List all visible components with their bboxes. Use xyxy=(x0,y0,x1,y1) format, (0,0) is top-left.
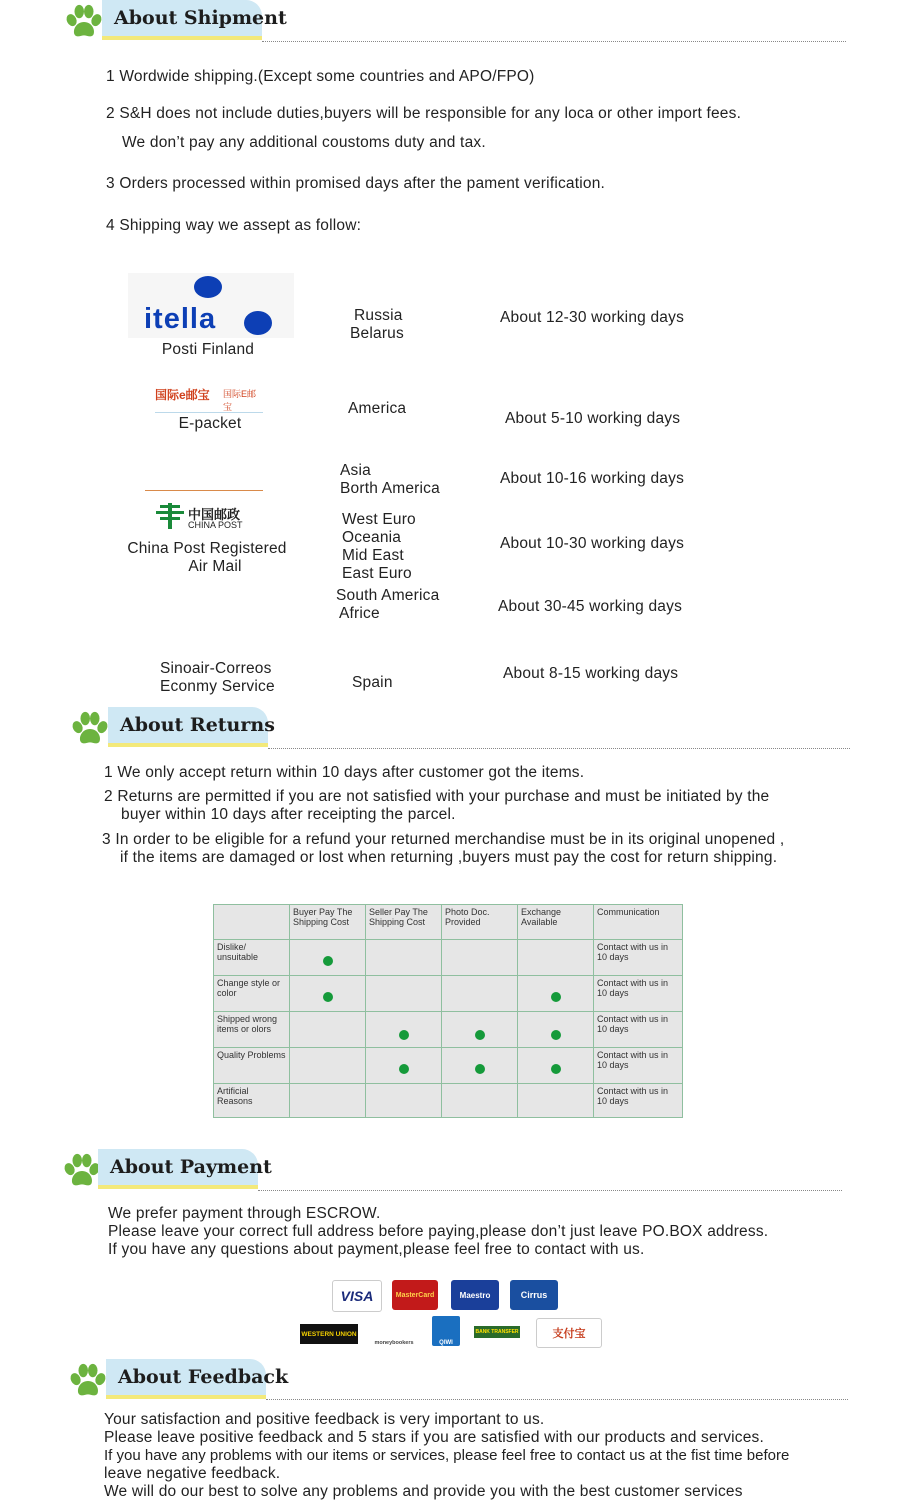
returns-p2a: 2 Returns are permitted if you are not satisfied with your purchase and must be initiated by the xyxy=(104,788,770,805)
china-post-icon xyxy=(156,503,184,529)
table-cell xyxy=(290,1048,366,1084)
dest-africe: Africe xyxy=(339,605,380,622)
cirrus-icon: Cirrus xyxy=(510,1280,558,1310)
row-label: Shipped wrong items or olors xyxy=(214,1012,290,1048)
divider xyxy=(258,1190,842,1191)
dest-mid-east: Mid East xyxy=(342,547,404,564)
returns-heading: About Returns xyxy=(108,707,268,747)
row-comm: Contact with us in 10 days xyxy=(594,940,683,976)
table-row xyxy=(214,940,683,976)
row-label: Quality Problems xyxy=(214,1048,290,1084)
bank-transfer-icon: BANK TRANSFER xyxy=(474,1326,520,1338)
sinoair-name-1: Sinoair-Correos xyxy=(160,660,272,677)
shipment-item-4: 4 Shipping way we assept as follow: xyxy=(106,217,362,234)
time-itella: About 12-30 working days xyxy=(500,309,685,326)
shipment-item-1: 1 Wordwide shipping.(Except some countries and APO/FPO) xyxy=(106,68,535,85)
returns-p1: 1 We only accept return within 10 days after customer got the items. xyxy=(104,764,585,781)
table-header-empty xyxy=(214,905,290,940)
table-row xyxy=(214,1048,683,1084)
returns-p3a: 3 In order to be eligible for a refund your returned merchandise must be in its original unopened , xyxy=(102,831,785,848)
itella-logo xyxy=(128,273,294,338)
feedback-line-3: If you have any problems with our items or services, please feel free to contact us at the fist time before xyxy=(104,1447,790,1464)
table-row xyxy=(214,1012,683,1048)
divider xyxy=(145,490,263,491)
qiwi-icon: QIWI xyxy=(432,1316,460,1346)
check-dot-icon xyxy=(442,1048,518,1084)
itella-dot-icon xyxy=(244,311,272,335)
returns-p3b: if the items are damaged or lost when returning ,buyers must pay the cost for return shipping. xyxy=(120,849,778,866)
dest-russia: Russia xyxy=(354,307,403,324)
returns-table xyxy=(213,904,683,1118)
itella-name: Posti Finland xyxy=(161,341,255,358)
check-dot-icon xyxy=(290,940,366,976)
time-epacket: About 5-10 working days xyxy=(505,410,681,427)
check-dot-icon xyxy=(366,1048,442,1084)
china-post-name-2: Air Mail xyxy=(188,558,242,575)
china-post-logo-cn: 中国邮政 xyxy=(188,507,241,522)
mastercard-icon: MasterCard xyxy=(392,1280,438,1310)
paw-icon xyxy=(68,1362,108,1400)
table-cell xyxy=(366,940,442,976)
payment-heading: About Payment xyxy=(98,1149,258,1189)
epacket-name: E-packet xyxy=(178,415,242,432)
table-cell xyxy=(442,940,518,976)
dest-east-euro: East Euro xyxy=(342,565,412,582)
payment-line-3: If you have any questions about payment,please feel free to contact with us. xyxy=(108,1241,645,1258)
paw-icon xyxy=(70,710,110,748)
feedback-line-4: leave negative feedback. xyxy=(104,1465,281,1482)
dest-spain: Spain xyxy=(352,674,393,691)
row-comm: Contact with us in 10 days xyxy=(594,1012,683,1048)
visa-icon: VISA xyxy=(332,1280,382,1312)
divider xyxy=(268,748,850,749)
payment-line-2: Please leave your correct full address before paying,please don’t just leave PO.BOX address. xyxy=(108,1223,769,1240)
shipment-item-3: 3 Orders processed within promised days after the pament verification. xyxy=(106,175,606,192)
moneybookers-icon: moneybookers xyxy=(374,1340,414,1346)
divider xyxy=(266,1399,848,1400)
table-header: Photo Doc. Provided xyxy=(442,905,518,940)
paw-icon xyxy=(64,3,104,41)
table-header: Buyer Pay The Shipping Cost xyxy=(290,905,366,940)
table-row xyxy=(214,976,683,1012)
feedback-heading: About Feedback xyxy=(106,1359,266,1399)
time-europe: About 10-30 working days xyxy=(500,535,685,552)
table-header-row xyxy=(214,905,683,940)
check-dot-icon xyxy=(518,1048,594,1084)
row-comm: Contact with us in 10 days xyxy=(594,1048,683,1084)
returns-p2b: buyer within 10 days after receipting the parcel. xyxy=(121,806,456,823)
table-header: Seller Pay The Shipping Cost xyxy=(366,905,442,940)
shipment-heading: About Shipment xyxy=(102,0,262,40)
table-cell xyxy=(366,1084,442,1118)
itella-dot-icon xyxy=(194,276,222,298)
dest-oceania: Oceania xyxy=(342,529,402,546)
shipment-item-2b: We don’t pay any additional coustoms duty and tax. xyxy=(122,134,486,151)
row-label: Artificial Reasons xyxy=(214,1084,290,1118)
time-asia: About 10-16 working days xyxy=(500,470,685,487)
alipay-icon: 支付宝 xyxy=(536,1318,602,1348)
divider xyxy=(262,41,846,42)
feedback-line-5: We will do our best to solve any problems and provide you with the best customer services xyxy=(104,1483,743,1500)
row-comm: Contact with us in 10 days xyxy=(594,976,683,1012)
epacket-logo-text: 国际e邮宝 xyxy=(155,388,210,402)
table-cell xyxy=(290,1012,366,1048)
dest-south-america: South America xyxy=(336,587,440,604)
table-header: Exchange Available xyxy=(518,905,594,940)
western-union-icon: WESTERN UNION xyxy=(300,1324,358,1344)
table-cell xyxy=(442,1084,518,1118)
paw-icon xyxy=(62,1152,102,1190)
dest-borth-america: Borth America xyxy=(340,480,440,497)
china-post-logo-en: CHINA POST xyxy=(188,520,243,530)
epacket-logo xyxy=(155,382,263,413)
feedback-line-2: Please leave positive feedback and 5 stars if you are satisfied with our products and services. xyxy=(104,1429,765,1446)
table-cell xyxy=(518,1084,594,1118)
row-label: Dislike/ unsuitable xyxy=(214,940,290,976)
time-spain: About 8-15 working days xyxy=(503,665,679,682)
dest-asia: Asia xyxy=(340,462,371,479)
itella-logo-text: itella xyxy=(144,303,217,335)
table-header: Communication xyxy=(594,905,683,940)
dest-belarus: Belarus xyxy=(350,325,404,342)
china-post-name-1: China Post Registered xyxy=(127,540,287,557)
sinoair-name-2: Econmy Service xyxy=(160,678,275,695)
row-label: Change style or color xyxy=(214,976,290,1012)
feedback-line-1: Your satisfaction and positive feedback is very important to us. xyxy=(104,1411,545,1428)
dest-west-euro: West Euro xyxy=(342,511,416,528)
table-row xyxy=(214,1084,683,1118)
table-cell xyxy=(290,1084,366,1118)
check-dot-icon xyxy=(442,1012,518,1048)
maestro-icon: Maestro xyxy=(451,1280,499,1310)
check-dot-icon xyxy=(366,1012,442,1048)
check-dot-icon xyxy=(290,976,366,1012)
table-cell xyxy=(366,976,442,1012)
time-south-america: About 30-45 working days xyxy=(498,598,683,615)
check-dot-icon xyxy=(518,1012,594,1048)
row-comm: Contact with us in 10 days xyxy=(594,1084,683,1118)
payment-line-1: We prefer payment through ESCROW. xyxy=(108,1205,381,1222)
table-cell xyxy=(442,976,518,1012)
shipment-item-2: 2 S&H does not include duties,buyers will be responsible for any loca or other import fees. xyxy=(106,105,742,122)
epacket-logo-sub: 国际E邮宝 xyxy=(223,389,257,412)
dest-america: America xyxy=(348,400,407,417)
check-dot-icon xyxy=(518,976,594,1012)
table-cell xyxy=(518,940,594,976)
